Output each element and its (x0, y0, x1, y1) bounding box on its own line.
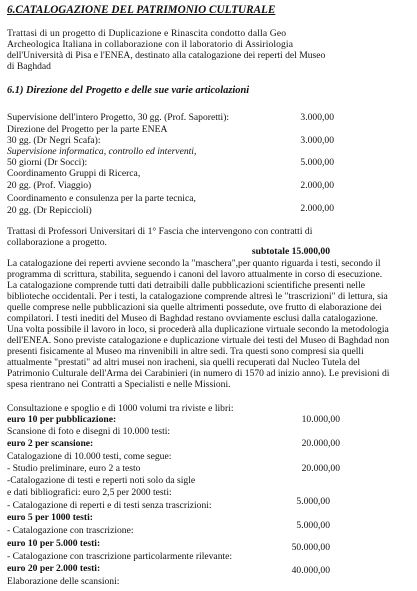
catalog-item-text: e dati bibliografici: euro 2,5 per 2000 testi: (7, 487, 172, 498)
professors-note-line: Trattasi di Professori Universitari di 1° Fascia che intervengono con contratti di (7, 226, 313, 237)
catalog-item-text: - Studio preliminare, euro 2 a testo (7, 463, 141, 474)
direction-item-text: Coordinamento e consulenza per la parte tecnica, (7, 193, 196, 204)
body-line: Patrimonio Culturale dell'Arma dei Carabinieri (in numero di 1570 ad inizio anno). Le previsioni di (7, 368, 390, 379)
direction-item-text: Supervisione dell'intero Progetto, 30 gg. (Prof. Saporetti): (7, 112, 230, 123)
body-line: spesa rientrano nei Contratti a Specialisti e nelle Missioni. (7, 379, 231, 390)
section-heading: 6.1) Direzione del Progetto e delle sue varie articolazioni (7, 85, 250, 96)
direction-item-amount: 2.000,00 (300, 180, 334, 191)
body-line: programma di scrittura, stabilita, seguendo i canoni del lavoro attualmente in corso di esecuzione. (7, 269, 383, 280)
direction-item-amount: 2.000,00 (300, 203, 334, 214)
catalog-item-text: Elaborazione delle scansioni: (7, 576, 120, 587)
body-line: La catalogazione comprende tutti dati detraibili dalle pubblicazioni scientifiche presenti nelle (7, 280, 366, 291)
body-line: dell'ENEA. Sono previste catalogazione e duplicazione virtuale dei testi del Museo di Baghdad non (7, 335, 390, 346)
catalog-item-text: -Catalogazione di testi e reperti noti solo da sigle (7, 475, 196, 486)
catalog-item-amount: 5.000,00 (296, 520, 330, 531)
catalog-item-text: euro 2 per scansione: (7, 438, 94, 449)
catalog-item-amount: 40.000,00 (291, 565, 330, 576)
intro-line: Trattasi di un progetto di Duplicazione e Rinascita condotto dalla Geo (7, 28, 287, 39)
catalog-item-text: euro 20 per 2.000 testi: (7, 563, 101, 574)
direction-item-text: Coordinamento Gruppi di Ricerca, (7, 168, 141, 179)
body-line: biblioteche occidentali. Per i testi, la catalogazione comprende altresì le "trascrizioni" di lettura, sia (7, 291, 388, 302)
catalog-item-amount: 50.000,00 (291, 542, 330, 553)
intro-line: dell'Università di Pisa e l'ENEA, destinato alla catalogazione dei reperti del Museo (7, 50, 326, 61)
catalog-item-amount: 20.000,00 (301, 463, 340, 474)
catalog-item-text: euro 10 per pubblicazione: (7, 414, 117, 425)
catalog-item-amount: 5.000,00 (296, 496, 330, 507)
direction-item-amount: 5.000,00 (300, 157, 334, 168)
direction-item-amount: 3.000,00 (300, 112, 334, 123)
body-line: attualmente "prestati" ad altri musei non iracheni, sia quelli recuperati dal Nucleo Tutela del (7, 357, 361, 368)
catalog-item-text: Consultazione e spoglio e di 1000 volumi tra riviste e libri: (7, 403, 234, 414)
body-line: quelle comprese nelle pubblicazioni sia quelle altrimenti possedute, ove frutto di elaborazione dei (7, 302, 382, 313)
catalog-item-text: Scansione di foto e disegni di 10.000 testi: (7, 426, 171, 437)
catalog-item-amount: 10.000,00 (301, 414, 340, 425)
body-line: compilatori. I testi inediti del Museo di Baghdad restano ovviamente esclusi dalla catalogazione. (7, 313, 378, 324)
catalog-item-text: Catalogazione di 10.000 testi, come segue: (7, 451, 172, 462)
direction-item-text: 50 giorni (Dr Socci): (7, 157, 88, 168)
catalog-item-text: - Catalogazione con trascrizione: (7, 525, 134, 536)
direction-item-text: Supervisione informatica, controllo ed interventi, (7, 146, 197, 157)
professors-note-line: collaborazione a progetto. (7, 237, 107, 248)
catalog-item-text: euro 10 per 5.000 testi: (7, 538, 101, 549)
direction-item-text: 30 gg. (Dr Negri Scafa): (7, 135, 101, 146)
intro-line: di Baghdad (7, 61, 51, 72)
direction-item-text: 20 gg. (Dr Repiccioli) (7, 205, 92, 216)
catalog-item-text: - Catalogazione con trascrizione particolarmente rilevante: (7, 551, 233, 562)
subtotal: subtotale 15.000,00 (251, 246, 330, 257)
direction-item-amount: 3.000,00 (300, 135, 334, 146)
document-heading: 6.CATALOGAZIONE DEL PATRIMONIO CULTURALE (7, 4, 276, 16)
catalog-item-text: - Catalogazione di reperti e di testi senza trascrizioni: (7, 500, 212, 511)
direction-item-text: Direzione del Progetto per la parte ENEA (7, 124, 168, 135)
body-line: La catalogazione dei reperti avviene secondo la "maschera",per quanto riguarda i testi, secondo il (7, 258, 381, 269)
body-line: Una volta possibile il lavoro in loco, si procederà alla duplicazione virtuale secondo la metodologia (7, 324, 389, 335)
intro-line: Archeologica Italiana in collaborazione con il laboratorio di Assiriologia (7, 39, 294, 50)
body-line: presenti fisicamente al Museo ma rinvenibili in altre sedi. Tra questi sono compresi sia quelli (7, 346, 364, 357)
catalog-item-text: euro 5 per 1000 testi: (7, 512, 93, 523)
direction-item-text: 20 gg. (Prof. Viaggio) (7, 180, 92, 191)
catalog-item-amount: 20.000,00 (301, 438, 340, 449)
